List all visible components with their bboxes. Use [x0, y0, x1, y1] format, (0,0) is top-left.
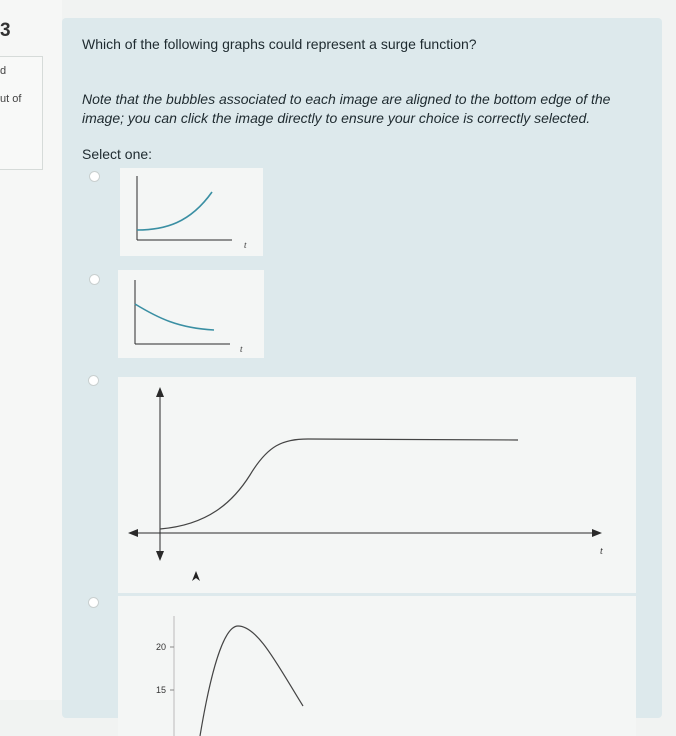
question-info-box: [0, 56, 43, 170]
axis-label-t: t: [600, 546, 603, 557]
select-one-label: Select one:: [82, 146, 153, 162]
question-status: d: [0, 65, 7, 77]
decreasing-curve-graph: [118, 270, 264, 358]
sigmoid-curve: [160, 439, 518, 529]
mouse-cursor: [190, 569, 202, 583]
x-axis-arrow-left: [128, 529, 138, 537]
option-c-graph[interactable]: [118, 377, 636, 593]
option-a-radio[interactable]: [89, 171, 100, 182]
decreasing-curve: [135, 304, 214, 330]
increasing-curve: [137, 192, 212, 230]
question-text: Which of the following graphs could represent a surge function?: [82, 36, 477, 52]
axis-label-t: t: [244, 240, 247, 250]
tick-label-15: 15: [156, 685, 167, 695]
y-axis-arrow-up: [156, 387, 164, 397]
option-c-radio[interactable]: [88, 375, 99, 386]
option-d-graph[interactable]: [118, 596, 636, 736]
question-panel: [62, 18, 662, 718]
question-number: [0, 20, 11, 42]
x-axis-arrow-right: [592, 529, 602, 537]
surge-curve-graph: [118, 596, 636, 736]
option-d-radio[interactable]: [88, 597, 99, 608]
y-axis-arrow-down: [156, 551, 164, 561]
axis-label-t: t: [240, 344, 243, 354]
option-b-radio[interactable]: [89, 274, 100, 285]
cursor-arrow: [192, 571, 200, 581]
increasing-curve-graph: [120, 168, 263, 256]
sigmoid-curve-graph: [118, 377, 636, 593]
question-number-value: 3: [0, 20, 11, 41]
question-note: Note that the bubbles associated to each image are aligned to the bottom edge of the image; you can click the image directly to ensure your choice is correctly selected.: [82, 91, 611, 126]
question-marks: ut of: [0, 93, 22, 105]
option-a-graph[interactable]: [120, 168, 263, 256]
surge-curve: [200, 626, 303, 736]
option-b-graph[interactable]: [118, 270, 264, 358]
tick-label-20: 20: [156, 642, 167, 652]
left-sidebar: [0, 0, 62, 700]
